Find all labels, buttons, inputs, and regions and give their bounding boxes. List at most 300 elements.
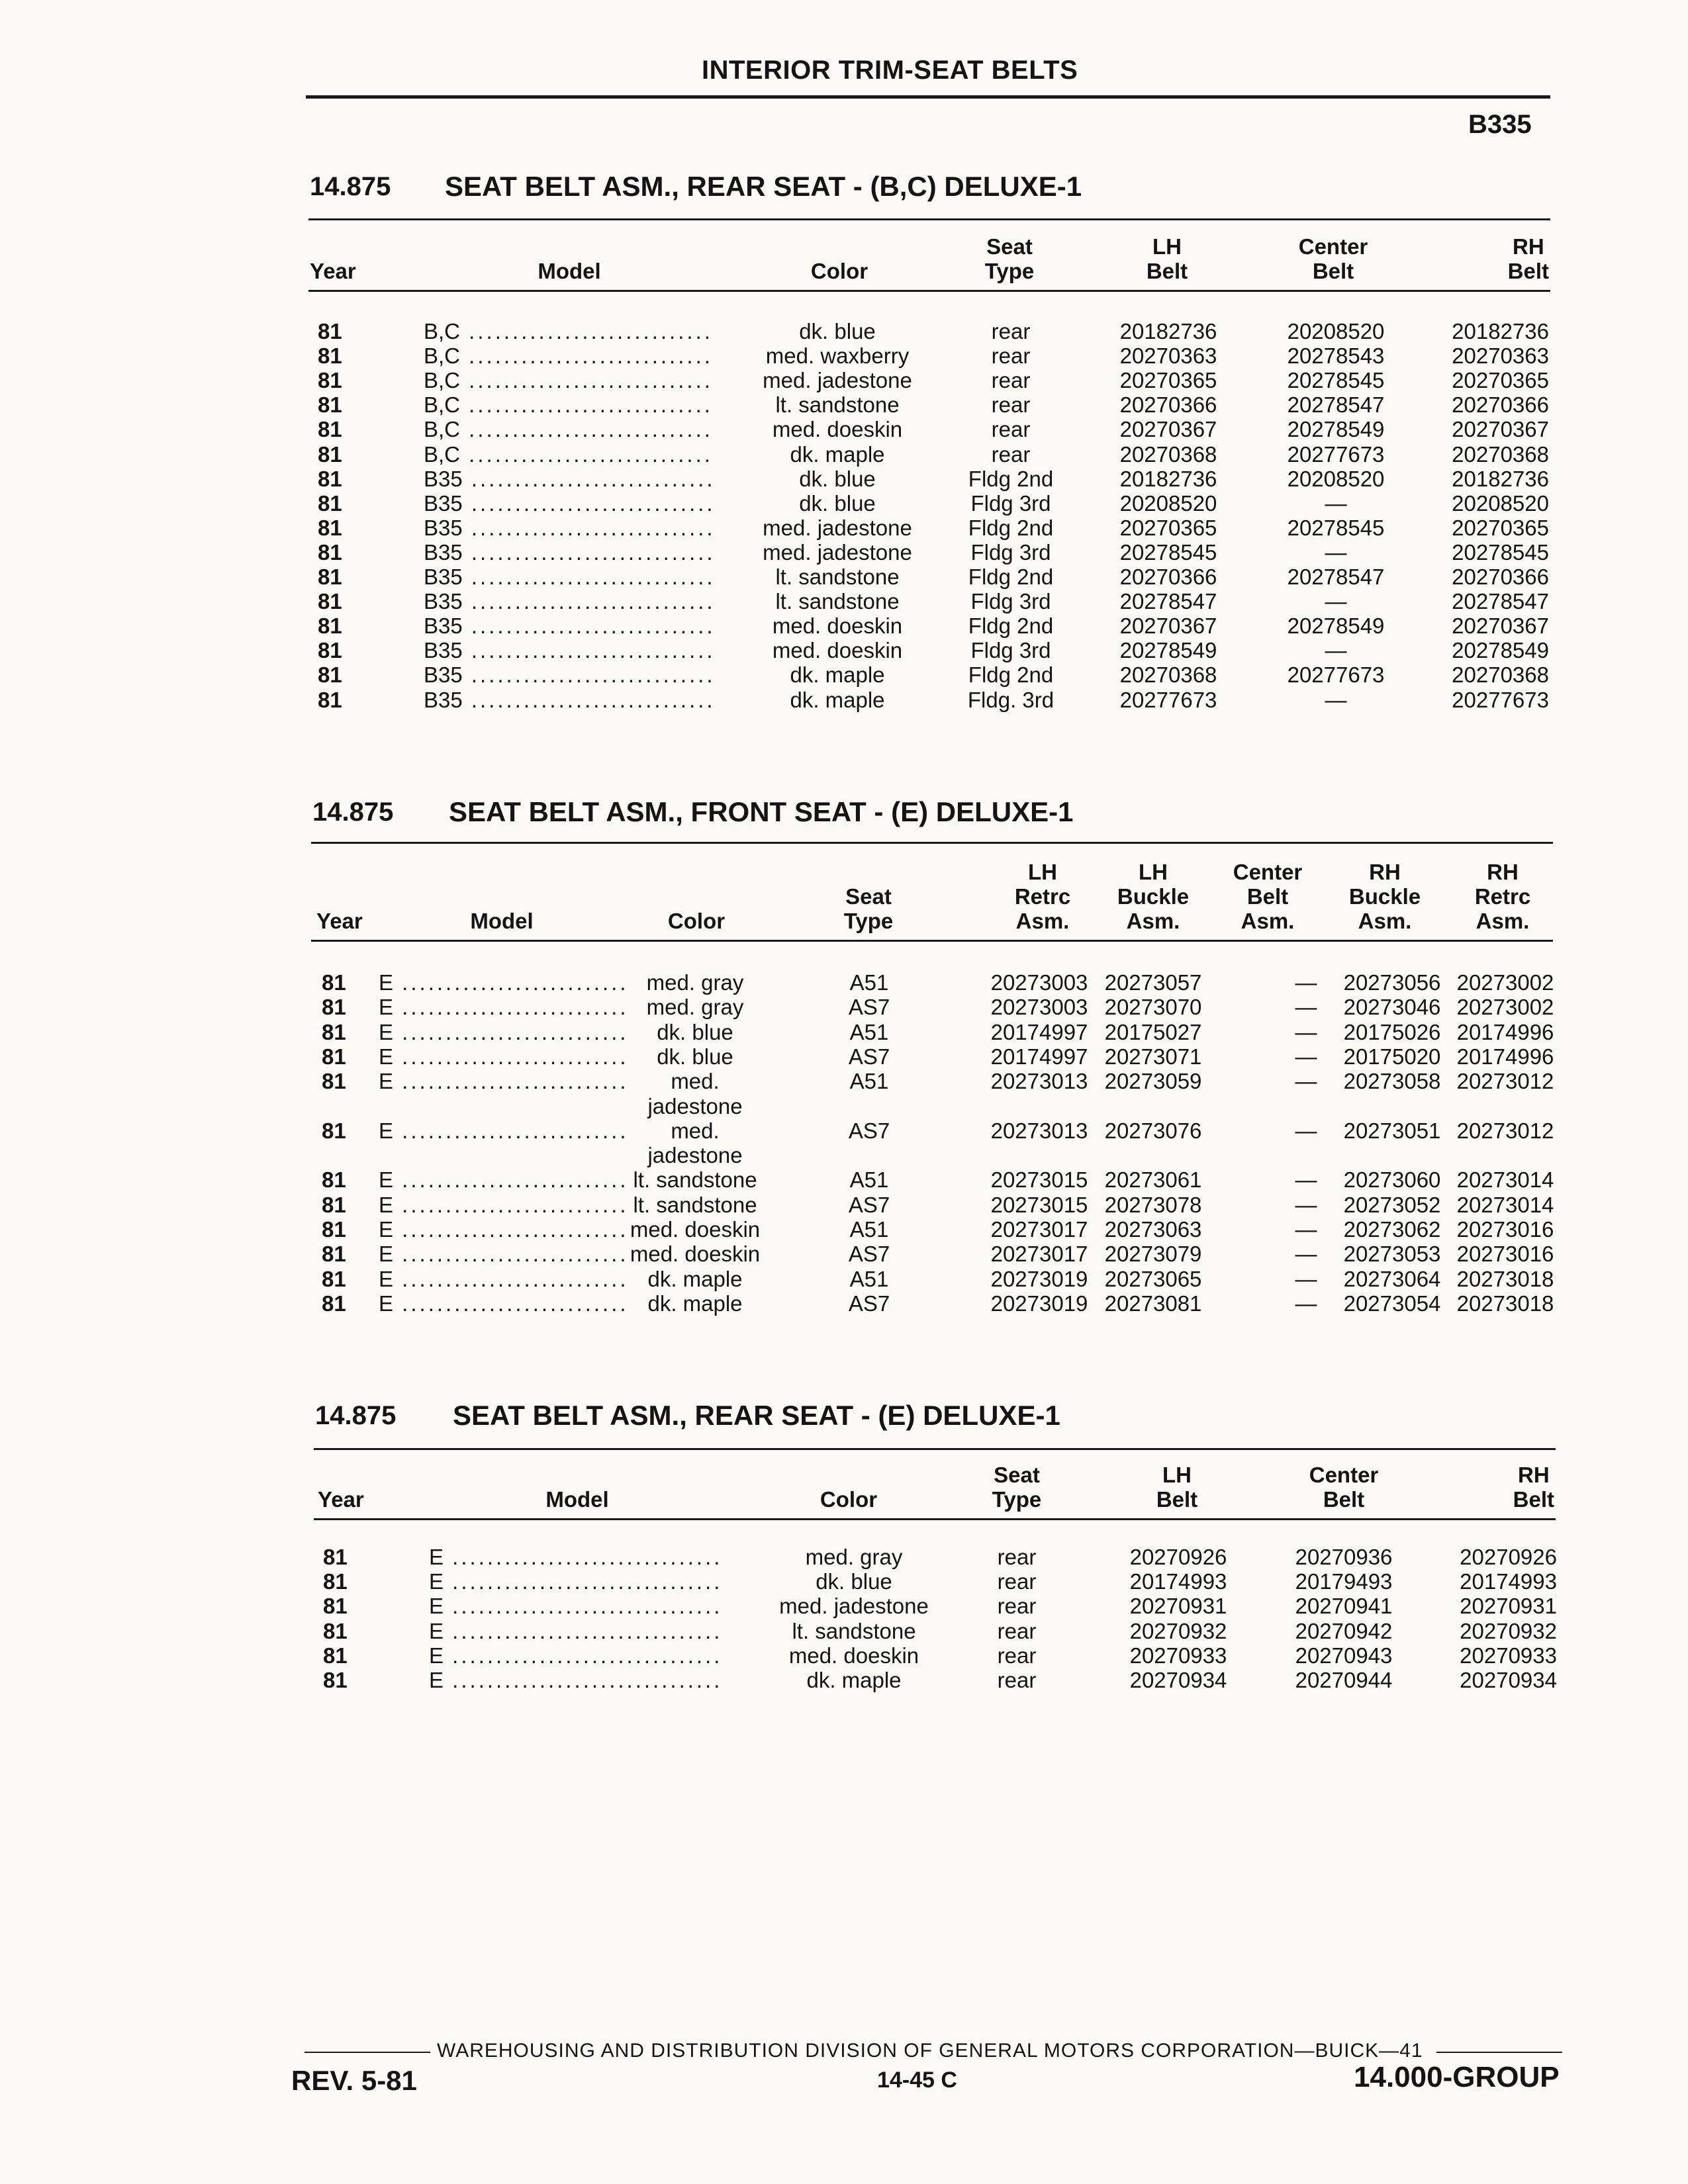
data-cell: 20270944 bbox=[1295, 1668, 1393, 1692]
data-cell: med. jadestone bbox=[763, 540, 912, 565]
model-value: B,C bbox=[424, 417, 461, 441]
data-cell: 20273002 bbox=[1456, 995, 1554, 1019]
table-row bbox=[0, 1545, 1688, 1569]
data-cell: AS7 bbox=[848, 1193, 890, 1217]
leader-dots: ............................ bbox=[462, 540, 716, 565]
data-cell: dk. blue bbox=[816, 1569, 892, 1594]
data-cell: 20270926 bbox=[1129, 1545, 1227, 1569]
model-cell bbox=[424, 343, 713, 368]
data-cell: 20270368 bbox=[1119, 662, 1217, 687]
leader-dots: .......................... bbox=[393, 1118, 629, 1143]
table-row bbox=[0, 1193, 1688, 1217]
data-cell: jadestone bbox=[647, 1094, 743, 1118]
model-cell bbox=[429, 1594, 722, 1618]
column-header: Model bbox=[545, 1487, 609, 1512]
column-header: Model bbox=[470, 909, 534, 933]
data-cell: 20273081 bbox=[1104, 1291, 1202, 1316]
data-cell: 20278547 bbox=[1287, 392, 1385, 417]
data-cell: 20278549 bbox=[1287, 614, 1385, 638]
year-cell: 81 bbox=[318, 319, 342, 343]
model-value: E bbox=[379, 995, 394, 1019]
model-cell bbox=[379, 1020, 629, 1044]
model-cell bbox=[379, 995, 629, 1019]
model-value: E bbox=[379, 1069, 394, 1093]
data-cell: 20270365 bbox=[1119, 368, 1217, 392]
model-cell bbox=[429, 1619, 722, 1643]
model-value: E bbox=[379, 1020, 394, 1044]
leader-dots: .......................... bbox=[393, 1044, 629, 1069]
data-cell: med. gray bbox=[646, 970, 744, 995]
data-cell: 20277673 bbox=[1287, 662, 1385, 687]
year-cell: 81 bbox=[318, 392, 342, 417]
year-cell: 81 bbox=[318, 467, 342, 491]
column-header: LH Belt bbox=[1146, 234, 1188, 283]
data-cell: 20270365 bbox=[1452, 516, 1549, 540]
table-top-rule bbox=[314, 1448, 1556, 1450]
year-cell: 81 bbox=[322, 1217, 346, 1242]
leader-dots: ............................... bbox=[444, 1545, 723, 1569]
leader-dots: ............................... bbox=[444, 1668, 723, 1692]
column-header: Seat Type bbox=[992, 1463, 1042, 1512]
data-cell: med. gray bbox=[805, 1545, 903, 1569]
footer-rule-left bbox=[305, 2052, 430, 2053]
data-cell: 20270932 bbox=[1460, 1619, 1557, 1643]
model-cell bbox=[424, 638, 716, 662]
data-cell: 20273057 bbox=[1104, 970, 1202, 995]
data-cell: 20270367 bbox=[1452, 614, 1549, 638]
year-cell: 81 bbox=[318, 491, 342, 516]
data-cell: 20270366 bbox=[1452, 565, 1549, 589]
data-cell: rear bbox=[997, 1668, 1037, 1692]
data-cell: 20208520 bbox=[1287, 467, 1385, 491]
data-cell: rear bbox=[991, 368, 1031, 392]
leader-dots: ............................ bbox=[460, 368, 713, 392]
model-value: B35 bbox=[424, 638, 463, 662]
column-header: RH Buckle Asm. bbox=[1348, 860, 1421, 933]
section-number: 14.875 bbox=[315, 1401, 397, 1430]
model-cell bbox=[424, 589, 716, 614]
year-cell: 81 bbox=[323, 1545, 348, 1569]
data-cell: lt. sandstone bbox=[775, 565, 900, 589]
data-cell: AS7 bbox=[848, 1118, 890, 1143]
data-cell: — bbox=[1295, 1193, 1317, 1217]
leader-dots: ............................ bbox=[460, 343, 713, 368]
leader-dots: .......................... bbox=[393, 1267, 629, 1291]
data-cell: med. gray bbox=[646, 995, 744, 1019]
data-cell: 20273052 bbox=[1343, 1193, 1441, 1217]
table-row bbox=[0, 1044, 1688, 1069]
column-header: RH Belt bbox=[1507, 234, 1549, 283]
year-cell: 81 bbox=[323, 1594, 348, 1618]
leader-dots: .......................... bbox=[393, 1291, 629, 1316]
data-cell: — bbox=[1295, 1167, 1317, 1192]
model-cell bbox=[379, 1193, 629, 1217]
data-cell: dk. blue bbox=[799, 467, 876, 491]
model-value: E bbox=[429, 1594, 444, 1618]
data-cell: 20270936 bbox=[1295, 1545, 1393, 1569]
data-cell: 20174996 bbox=[1456, 1044, 1554, 1069]
year-cell: 81 bbox=[322, 1044, 346, 1069]
data-cell: 20277673 bbox=[1287, 442, 1385, 467]
data-cell: 20273062 bbox=[1343, 1217, 1441, 1242]
column-header: RH Belt bbox=[1513, 1463, 1554, 1512]
data-cell: 20273064 bbox=[1343, 1267, 1441, 1291]
data-cell: 20273061 bbox=[1104, 1167, 1202, 1192]
data-cell: 20277673 bbox=[1452, 688, 1549, 712]
leader-dots: ............................ bbox=[460, 442, 713, 467]
data-cell: 20174997 bbox=[990, 1020, 1088, 1044]
data-cell: 20273070 bbox=[1104, 995, 1202, 1019]
data-cell: lt. sandstone bbox=[775, 392, 900, 417]
leader-dots: ............................ bbox=[460, 319, 713, 343]
table-row bbox=[0, 1020, 1688, 1044]
model-cell bbox=[429, 1643, 722, 1668]
data-cell: — bbox=[1295, 1069, 1317, 1093]
year-cell: 81 bbox=[322, 1267, 346, 1291]
data-cell: — bbox=[1325, 688, 1347, 712]
data-cell: 20182736 bbox=[1452, 319, 1549, 343]
section-title: SEAT BELT ASM., FRONT SEAT - (E) DELUXE-1 bbox=[449, 796, 1074, 827]
data-cell: rear bbox=[991, 417, 1031, 441]
section-number: 14.875 bbox=[312, 797, 394, 827]
data-cell: dk. maple bbox=[806, 1668, 902, 1692]
section-title: SEAT BELT ASM., REAR SEAT - (B,C) DELUXE-1 bbox=[445, 171, 1082, 202]
data-cell: — bbox=[1325, 491, 1347, 516]
data-cell: 20273065 bbox=[1104, 1267, 1202, 1291]
data-cell: — bbox=[1325, 540, 1347, 565]
data-cell: rear bbox=[997, 1643, 1037, 1668]
model-cell bbox=[424, 516, 716, 540]
data-cell: 20273012 bbox=[1456, 1069, 1554, 1093]
model-value: B35 bbox=[424, 565, 463, 589]
year-cell: 81 bbox=[318, 589, 342, 614]
model-cell bbox=[429, 1545, 722, 1569]
data-cell: 20175027 bbox=[1104, 1020, 1202, 1044]
header-bottom-rule bbox=[314, 1518, 1556, 1520]
data-cell: 20182736 bbox=[1119, 319, 1217, 343]
data-cell: 20278549 bbox=[1119, 638, 1217, 662]
table-row bbox=[0, 1291, 1688, 1316]
data-cell: 20273053 bbox=[1343, 1242, 1441, 1266]
header-bottom-rule bbox=[308, 290, 1550, 292]
data-cell: 20278549 bbox=[1452, 638, 1549, 662]
leader-dots: ............................ bbox=[462, 638, 716, 662]
table-row bbox=[0, 392, 1688, 417]
data-cell: 20174997 bbox=[990, 1044, 1088, 1069]
data-cell: A51 bbox=[849, 1167, 889, 1192]
leader-dots: .......................... bbox=[393, 970, 629, 995]
table-row bbox=[0, 467, 1688, 491]
leader-dots: ............................... bbox=[444, 1619, 723, 1643]
column-header: LH Belt bbox=[1156, 1463, 1198, 1512]
model-value: E bbox=[379, 1193, 394, 1217]
year-cell: 81 bbox=[318, 662, 342, 687]
table-row bbox=[0, 1569, 1688, 1594]
header-bottom-rule bbox=[311, 940, 1553, 942]
year-cell: 81 bbox=[323, 1569, 348, 1594]
data-cell: 20277673 bbox=[1119, 688, 1217, 712]
data-cell: 20273060 bbox=[1343, 1167, 1441, 1192]
data-cell: 20270363 bbox=[1452, 343, 1549, 368]
column-header: Seat Type bbox=[984, 234, 1035, 283]
data-cell: 20270934 bbox=[1129, 1668, 1227, 1692]
model-cell bbox=[424, 540, 716, 565]
year-cell: 81 bbox=[323, 1643, 348, 1668]
data-cell: lt. sandstone bbox=[775, 589, 900, 614]
data-cell: 20182736 bbox=[1119, 467, 1217, 491]
year-cell: 81 bbox=[322, 1291, 346, 1316]
year-cell: 81 bbox=[322, 1020, 346, 1044]
data-cell: 20273012 bbox=[1456, 1118, 1554, 1143]
data-cell: 20273017 bbox=[990, 1217, 1088, 1242]
data-cell: 20174996 bbox=[1456, 1020, 1554, 1044]
data-cell: 20182736 bbox=[1452, 467, 1549, 491]
data-cell: 20208520 bbox=[1452, 491, 1549, 516]
leader-dots: .......................... bbox=[393, 1193, 629, 1217]
data-cell: AS7 bbox=[848, 1291, 890, 1316]
data-cell: rear bbox=[991, 343, 1031, 368]
column-header: Year bbox=[316, 909, 363, 933]
table-row bbox=[0, 565, 1688, 589]
column-header: Year bbox=[310, 259, 356, 283]
data-cell: A51 bbox=[849, 1069, 889, 1093]
data-cell: 20270365 bbox=[1119, 516, 1217, 540]
leader-dots: ............................... bbox=[444, 1643, 723, 1668]
data-cell: med. doeskin bbox=[630, 1217, 761, 1242]
data-cell: med. waxberry bbox=[765, 343, 910, 368]
leader-dots: ............................ bbox=[462, 589, 716, 614]
model-value: B,C bbox=[424, 319, 461, 343]
data-cell: med. doeskin bbox=[772, 614, 903, 638]
model-value: E bbox=[379, 1167, 394, 1192]
model-value: E bbox=[429, 1643, 444, 1668]
data-cell: 20278543 bbox=[1287, 343, 1385, 368]
data-cell: 20278549 bbox=[1287, 417, 1385, 441]
data-cell: — bbox=[1295, 970, 1317, 995]
data-cell: rear bbox=[991, 392, 1031, 417]
leader-dots: .......................... bbox=[393, 1242, 629, 1266]
data-cell: 20273017 bbox=[990, 1242, 1088, 1266]
model-cell bbox=[424, 688, 716, 712]
table-row bbox=[0, 1619, 1688, 1643]
data-cell: 20278545 bbox=[1452, 540, 1549, 565]
year-cell: 81 bbox=[322, 1069, 346, 1093]
model-cell bbox=[424, 467, 716, 491]
table-row bbox=[0, 1118, 1688, 1143]
table-row bbox=[0, 589, 1688, 614]
data-cell: 20273014 bbox=[1456, 1193, 1554, 1217]
data-cell: rear bbox=[997, 1569, 1037, 1594]
data-cell: A51 bbox=[849, 1217, 889, 1242]
year-cell: 81 bbox=[318, 540, 342, 565]
data-cell: 20270366 bbox=[1119, 565, 1217, 589]
data-cell: 20273056 bbox=[1343, 970, 1441, 995]
column-header: Color bbox=[810, 259, 868, 283]
leader-dots: ............................ bbox=[462, 565, 716, 589]
data-cell: — bbox=[1295, 1044, 1317, 1069]
data-cell: — bbox=[1325, 589, 1347, 614]
data-cell: 20278545 bbox=[1119, 540, 1217, 565]
column-header: Model bbox=[538, 259, 601, 283]
table-top-rule bbox=[311, 842, 1553, 844]
model-value: B35 bbox=[424, 516, 463, 540]
revision-label: REV. 5-81 bbox=[291, 2065, 417, 2096]
column-header: Center Belt Asm. bbox=[1233, 860, 1303, 933]
table-row bbox=[0, 319, 1688, 343]
data-cell: rear bbox=[997, 1619, 1037, 1643]
data-cell: 20278547 bbox=[1452, 589, 1549, 614]
data-cell: 20270366 bbox=[1119, 392, 1217, 417]
data-cell: 20270363 bbox=[1119, 343, 1217, 368]
column-header: Color bbox=[820, 1487, 878, 1512]
data-cell: 20270367 bbox=[1452, 417, 1549, 441]
data-cell: 20270941 bbox=[1295, 1594, 1393, 1618]
model-cell bbox=[379, 1217, 629, 1242]
year-cell: 81 bbox=[322, 1242, 346, 1266]
model-cell bbox=[379, 1044, 629, 1069]
year-cell: 81 bbox=[323, 1619, 348, 1643]
leader-dots: .......................... bbox=[393, 1069, 629, 1093]
data-cell: Fldg 3rd bbox=[970, 638, 1051, 662]
data-cell: 20179493 bbox=[1295, 1569, 1393, 1594]
model-cell bbox=[424, 392, 713, 417]
data-cell: 20270366 bbox=[1452, 392, 1549, 417]
leader-dots: ............................ bbox=[460, 392, 713, 417]
data-cell: dk. blue bbox=[657, 1020, 733, 1044]
data-cell: 20270934 bbox=[1460, 1668, 1557, 1692]
page-title: INTERIOR TRIM-SEAT BELTS bbox=[702, 56, 1078, 85]
data-cell: 20273046 bbox=[1343, 995, 1441, 1019]
data-cell: 20273063 bbox=[1104, 1217, 1202, 1242]
data-cell: AS7 bbox=[848, 1242, 890, 1266]
model-value: E bbox=[379, 1242, 394, 1266]
data-cell: 20270368 bbox=[1119, 442, 1217, 467]
model-value: B35 bbox=[424, 540, 463, 565]
model-value: E bbox=[429, 1545, 444, 1569]
data-cell: 20270933 bbox=[1129, 1643, 1227, 1668]
model-value: E bbox=[379, 1044, 394, 1069]
model-cell bbox=[424, 368, 713, 392]
data-cell: 20273003 bbox=[990, 995, 1088, 1019]
table-row bbox=[0, 1643, 1688, 1668]
data-cell: 20278547 bbox=[1119, 589, 1217, 614]
model-cell bbox=[424, 417, 713, 441]
table-top-rule bbox=[308, 218, 1550, 220]
table-row bbox=[0, 1242, 1688, 1266]
column-header: Seat Type bbox=[843, 884, 894, 933]
leader-dots: ............................ bbox=[460, 417, 713, 441]
model-value: E bbox=[379, 1217, 394, 1242]
table-row bbox=[0, 343, 1688, 368]
leader-dots: ............................ bbox=[462, 662, 716, 687]
data-cell: 20208520 bbox=[1119, 491, 1217, 516]
data-cell: 20273013 bbox=[990, 1118, 1088, 1143]
column-header: RH Retrc Asm. bbox=[1474, 860, 1531, 933]
model-cell bbox=[379, 1167, 629, 1192]
footer-rule-right bbox=[1436, 2052, 1562, 2053]
model-cell bbox=[424, 491, 716, 516]
data-cell: Fldg 3rd bbox=[970, 589, 1051, 614]
data-cell: dk. blue bbox=[799, 319, 876, 343]
year-cell: 81 bbox=[318, 368, 342, 392]
table-row bbox=[0, 614, 1688, 638]
data-cell: — bbox=[1295, 1291, 1317, 1316]
data-cell: med. doeskin bbox=[772, 417, 903, 441]
data-cell: 20174993 bbox=[1129, 1569, 1227, 1594]
table-row bbox=[0, 442, 1688, 467]
data-cell: 20273051 bbox=[1343, 1118, 1441, 1143]
data-cell: 20273019 bbox=[990, 1291, 1088, 1316]
data-cell: 20270365 bbox=[1452, 368, 1549, 392]
data-cell: jadestone bbox=[647, 1143, 743, 1167]
data-cell: — bbox=[1295, 1242, 1317, 1266]
data-cell: med. bbox=[671, 1118, 720, 1143]
year-cell: 81 bbox=[318, 614, 342, 638]
data-cell: 20273016 bbox=[1456, 1217, 1554, 1242]
data-cell: 20174993 bbox=[1460, 1569, 1557, 1594]
data-cell: dk. maple bbox=[647, 1267, 743, 1291]
data-cell: rear bbox=[991, 442, 1031, 467]
data-cell: med. doeskin bbox=[772, 638, 903, 662]
data-cell: 20278545 bbox=[1287, 368, 1385, 392]
data-cell: 20273079 bbox=[1104, 1242, 1202, 1266]
model-value: B35 bbox=[424, 614, 463, 638]
table-row bbox=[0, 1167, 1688, 1192]
table-row bbox=[0, 1069, 1688, 1093]
year-cell: 81 bbox=[322, 970, 346, 995]
data-cell: — bbox=[1295, 1267, 1317, 1291]
data-cell: 20270368 bbox=[1452, 662, 1549, 687]
data-cell: Fldg 2nd bbox=[968, 516, 1054, 540]
data-cell: 20273078 bbox=[1104, 1193, 1202, 1217]
data-cell: 20270368 bbox=[1452, 442, 1549, 467]
data-cell: Fldg. 3rd bbox=[967, 688, 1055, 712]
data-cell: med. jadestone bbox=[763, 368, 912, 392]
data-cell: 20273016 bbox=[1456, 1242, 1554, 1266]
table-row bbox=[0, 970, 1688, 995]
column-header: Center Belt bbox=[1309, 1463, 1379, 1512]
data-cell: dk. maple bbox=[790, 662, 885, 687]
data-cell: Fldg 2nd bbox=[968, 614, 1054, 638]
footer-division: WAREHOUSING AND DISTRIBUTION DIVISION OF GENERAL MOTORS CORPORATION—BUICK—41 bbox=[437, 2040, 1423, 2062]
table-row bbox=[0, 368, 1688, 392]
leader-dots: ............................ bbox=[462, 688, 716, 712]
leader-dots: ............................ bbox=[462, 467, 716, 491]
table-row bbox=[0, 662, 1688, 687]
group-label: 14.000-GROUP bbox=[1354, 2061, 1560, 2093]
table-row bbox=[0, 1267, 1688, 1291]
data-cell: 20273018 bbox=[1456, 1267, 1554, 1291]
model-value: E bbox=[429, 1619, 444, 1643]
data-cell: 20270931 bbox=[1129, 1594, 1227, 1618]
data-cell: med. bbox=[671, 1069, 720, 1093]
year-cell: 81 bbox=[318, 638, 342, 662]
data-cell: med. jadestone bbox=[763, 516, 912, 540]
year-cell: 81 bbox=[322, 1118, 346, 1143]
data-cell: dk. blue bbox=[657, 1044, 733, 1069]
data-cell: dk. maple bbox=[790, 688, 885, 712]
data-cell: 20270932 bbox=[1129, 1619, 1227, 1643]
leader-dots: .......................... bbox=[393, 1217, 629, 1242]
leader-dots: ............................ bbox=[462, 491, 716, 516]
data-cell: 20175026 bbox=[1343, 1020, 1441, 1044]
table-row bbox=[0, 1094, 1688, 1118]
data-cell: 20270931 bbox=[1460, 1594, 1557, 1618]
data-cell: Fldg 2nd bbox=[968, 565, 1054, 589]
data-cell: AS7 bbox=[848, 1044, 890, 1069]
data-cell: Fldg 3rd bbox=[970, 491, 1051, 516]
leader-dots: ............................... bbox=[444, 1569, 723, 1594]
